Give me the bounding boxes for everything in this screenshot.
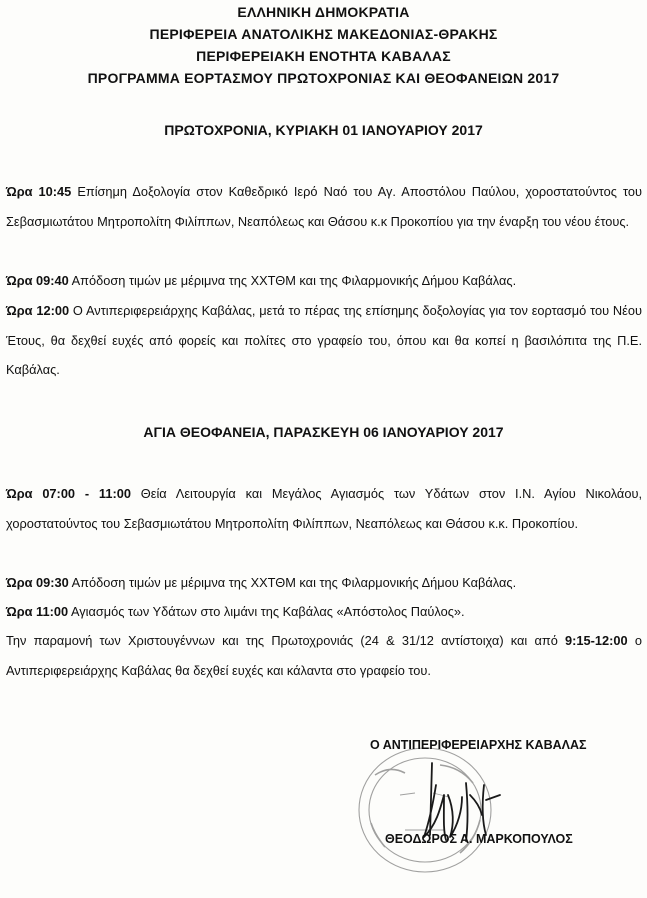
item-time: Ώρα 11:00 [6, 604, 69, 619]
section1-item-2 [6, 266, 642, 296]
item-time: Ώρα 12:00 [6, 303, 70, 318]
header-unit: ΠΕΡΙΦΕΡΕΙΑΚΗ ΕΝΟΤΗΤΑ ΚΑΒΑΛΑΣ [196, 48, 451, 64]
item-text: Επίσημη Δοξολογία στον Καθεδρικό Ιερό Ναό του Αγ. Αποστόλου Παύλου, χοροστατούντος του Σεβασμιωτάτου Μητροπολίτη Φιλίππων, Νεαπόλεως και Θάσου κ.κ Προκοπίου για την έναρξη του νέου έτους. [6, 184, 642, 229]
header-program-title: ΠΡΟΓΡΑΜΜΑ ΕΟΡΤΑΣΜΟΥ ΠΡΩΤΟΧΡΟΝΙΑΣ ΚΑΙ ΘΕΟΦΑΝΕΙΩΝ 2017 [87, 70, 560, 86]
item-text: Απόδοση τιμών με μέριμνα της ΧΧΤΘΜ και της Φιλαρμονικής Δήμου Καβάλας. [68, 273, 517, 288]
note-text-start: Την παραμονή των Χριστουγέννων και της Πρωτοχρονιάς (24 & 31/12 αντίστοιχα) και από [6, 633, 566, 648]
section2-title: ΑΓΙΑ ΘΕΟΦΑΝΕΙΑ, ΠΑΡΑΣΚΕΥΗ 06 ΙΑΝΟΥΑΡΙΟΥ 2017 [143, 424, 504, 440]
header-region: ΠΕΡΙΦΕΡΕΙΑ ΑΝΑΤΟΛΙΚΗΣ ΜΑΚΕΔΟΝΙΑΣ-ΘΡΑΚΗΣ [149, 26, 498, 42]
section2-item-1 [6, 479, 642, 538]
header-country: ΕΛΛΗΝΙΚΗ ΔΗΜΟΚΡΑΤΙΑ [237, 4, 410, 20]
section1-item-1 [6, 177, 642, 236]
note-time: 9:15-12:00 [565, 633, 628, 648]
item-time: Ώρα 09:30 [6, 575, 69, 590]
section2-item-2 [6, 568, 642, 598]
item-text: Θεία Λειτουργία και Μεγάλος Αγιασμός των Υδάτων στον Ι.Ν. Αγίου Νικολάου, χοροστατούντος του Σεβασμιωτάτου Μητροπολίτη Φιλίππων, Νεαπόλεως και Θάσου κ.κ. Προκοπίου. [6, 486, 643, 531]
item-time: Ώρα 10:45 [6, 184, 72, 199]
section2-item-3 [6, 597, 642, 627]
note-text-end: ο Αντιπεριφερειάρχης Καβάλας θα δεχθεί ευχές και κάλαντα στο γραφείο του. [6, 633, 642, 678]
signatory-name: ΘΕΟΔΩΡΟΣ Α. ΜΑΡΚΟΠΟΥΛΟΣ [385, 832, 573, 846]
section1-item-3 [6, 296, 642, 385]
item-time: Ώρα 09:40 [6, 273, 69, 288]
item-text: Αγιασμός των Υδάτων στο λιμάνι της Καβάλας «Απόστολος Παύλος». [68, 604, 465, 619]
item-time: Ώρα 07:00 - 11:00 [6, 486, 131, 501]
item-text: Ο Αντιπεριφερειάρχης Καβάλας, μετά το πέρας της επίσημης δοξολογίας για τον εορτασμό του Νέου Έτους, θα δεχθεί ευχές από φορείς και πολίτες στο γραφείο του, όπου και θα κοπεί η βασιλόπιτα της Π.Ε. Καβάλας. [6, 303, 642, 377]
signatory-title: Ο ΑΝΤΙΠΕΡΙΦΕΡΕΙΑΡΧΗΣ ΚΑΒΑΛΑΣ [370, 738, 587, 752]
section1-title: ΠΡΩΤΟΧΡΟΝΙΑ, ΚΥΡΙΑΚΗ 01 ΙΑΝΟΥΑΡΙΟΥ 2017 [164, 122, 483, 138]
item-text: Απόδοση τιμών με μέριμνα της ΧΧΤΘΜ και της Φιλαρμονικής Δήμου Καβάλας. [68, 575, 517, 590]
section2-note [6, 626, 642, 685]
